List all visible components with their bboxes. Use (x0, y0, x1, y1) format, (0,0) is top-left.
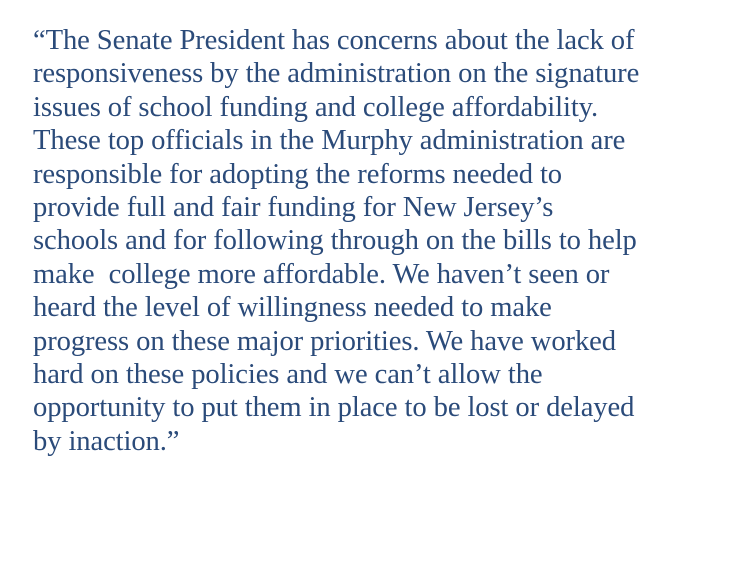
quote-line: provide full and fair funding for New Jersey’s (33, 192, 554, 224)
quote-line: make college more affordable. We haven’t seen or (33, 258, 610, 290)
quote-line: hard on these policies and we can’t allow the (33, 359, 543, 391)
quote-line: schools and for following through on the bills to help (33, 225, 637, 257)
quote-line: responsiveness by the administration on the signature (33, 58, 640, 90)
quote-line: heard the level of willingness needed to make (33, 292, 552, 324)
quote-line: by inaction.” (33, 425, 180, 457)
quote-line: responsible for adopting the reforms needed to (33, 158, 562, 190)
quote-block (33, 24, 733, 458)
quote-line: progress on these major priorities. We have worked (33, 325, 616, 357)
quote-line: These top officials in the Murphy administration are (33, 125, 626, 157)
quote-line: “The Senate President has concerns about the lack of (33, 25, 635, 56)
quote-line: opportunity to put them in place to be lost or delayed (33, 392, 635, 424)
quote-line: issues of school funding and college affordability. (33, 91, 599, 123)
